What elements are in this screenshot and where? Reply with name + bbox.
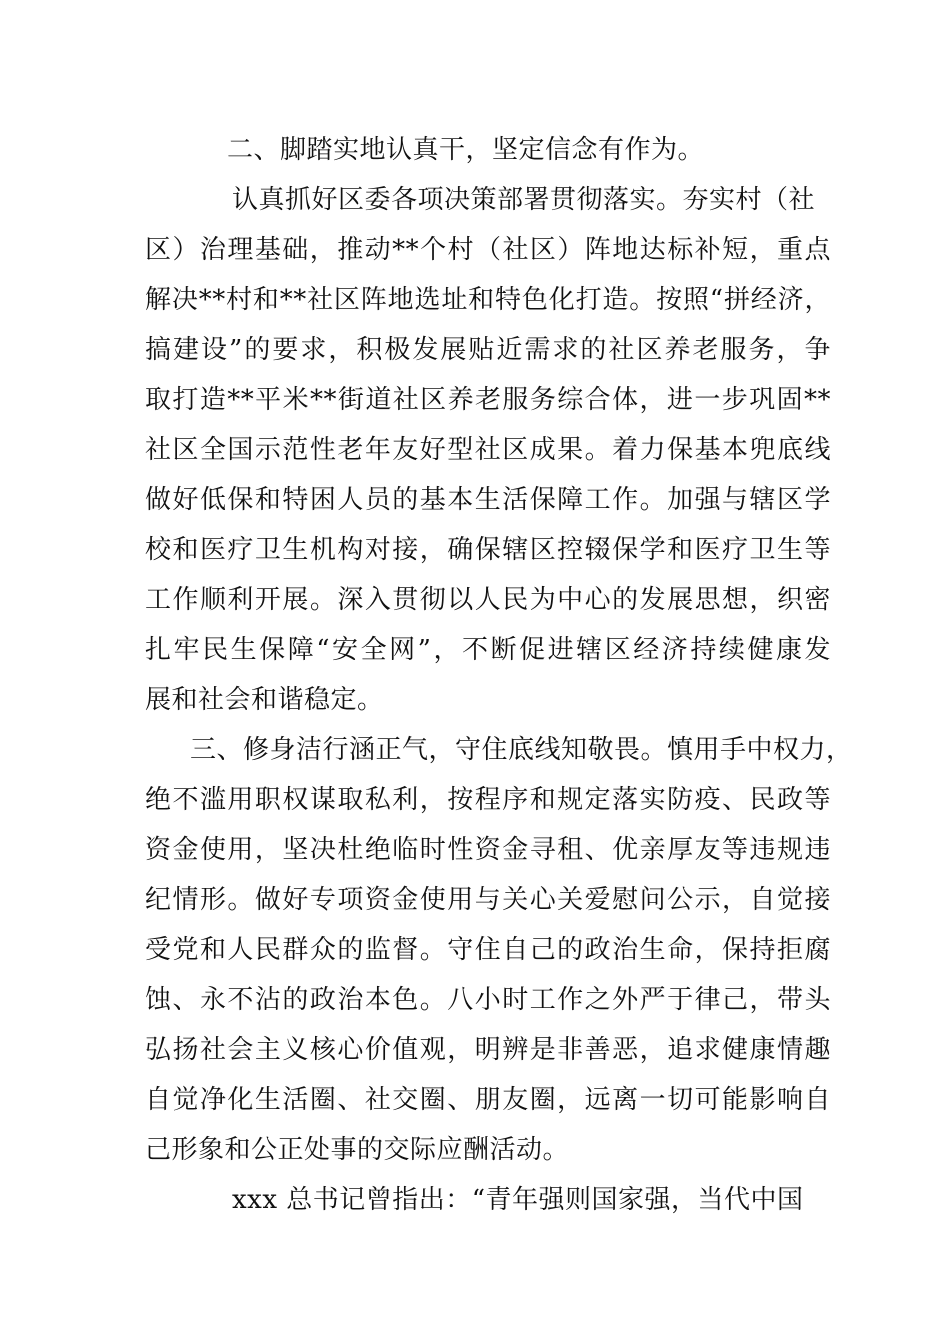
paragraph-line: 蚀、永不沾的政治本色。八小时工作之外严于律己，带头 [145,985,831,1015]
paragraph-line: 己形象和公正处事的交际应酬活动。 [145,1135,570,1165]
paragraph-line: 绝不滥用职权谋取私利，按程序和规定落实防疫、民政等 [145,785,831,815]
paragraph-line: 展和社会和谐稳定。 [145,685,384,715]
paragraph-line: xxx 总书记曾指出：“青年强则国家强，当代中国 [232,1185,804,1215]
paragraph-line: 资金使用，坚决杜绝临时性资金寻租、优亲厚友等违规违 [145,835,831,865]
paragraph-line: 区）治理基础，推动**个村（社区）阵地达标补短，重点 [145,235,831,265]
paragraph-line: 解决**村和**社区阵地选址和特色化打造。按照“拼经济， [145,285,831,315]
paragraph-line: 自觉净化生活圈、社交圈、朋友圈，远离一切可能影响自 [145,1085,831,1115]
paragraph-line: 纪情形。做好专项资金使用与关心关爱慰问公示，自觉接 [145,885,831,915]
paragraph-line: 认真抓好区委各项决策部署贯彻落实。夯实村（社 [232,185,816,215]
paragraph-line: 受党和人民群众的监督。守住自己的政治生命，保持拒腐 [145,935,831,965]
paragraph-line: 弘扬社会主义核心价值观，明辨是非善恶，追求健康情趣 [145,1035,831,1065]
paragraph-line: 社区全国示范性老年友好型社区成果。着力保基本兜底线 [145,435,831,465]
paragraph-line: 扎牢民生保障“安全网”，不断促进辖区经济持续健康发 [145,635,831,665]
paragraph-line: 取打造**平米**街道社区养老服务综合体，进一步巩固** [145,385,831,415]
paragraph-line: 工作顺利开展。深入贯彻以人民为中心的发展思想，织密 [145,585,831,615]
paragraph-line: 做好低保和特困人员的基本生活保障工作。加强与辖区学 [145,485,831,515]
section-heading-2: 二、脚踏实地认真干，坚定信念有作为。 [227,135,705,165]
paragraph-line: 校和医疗卫生机构对接，确保辖区控辍保学和医疗卫生等 [145,535,831,565]
paragraph-line: 搞建设”的要求，积极发展贴近需求的社区养老服务，争 [145,335,831,365]
section-heading-3: 三、修身洁行涵正气，守住底线知敬畏。慎用手中权力， [190,735,853,765]
